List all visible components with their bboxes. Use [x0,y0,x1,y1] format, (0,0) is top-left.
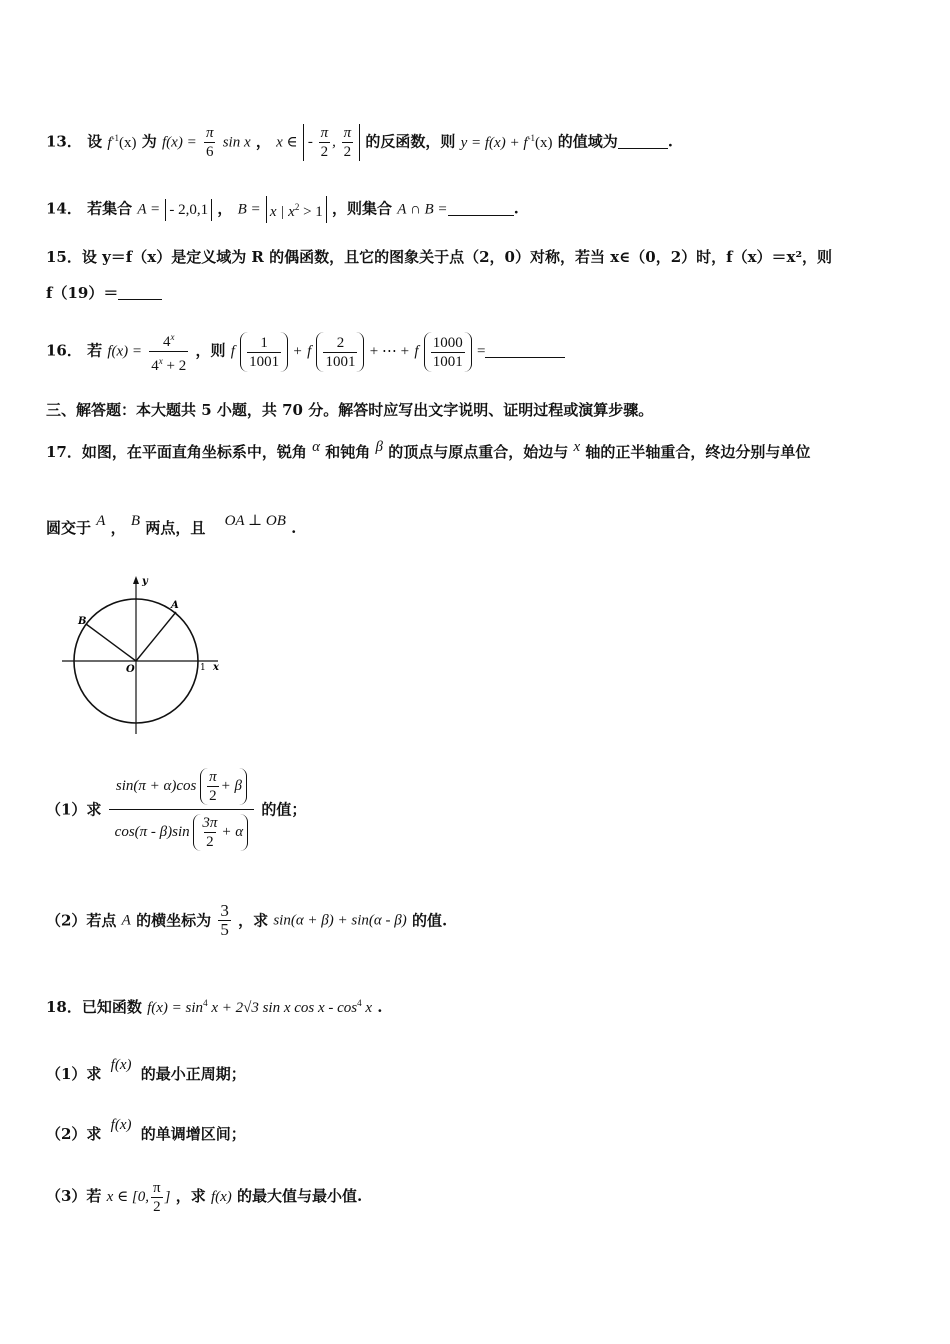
q18-period: . [377,998,383,1016]
q13-fraction: $\frac{\pi}{6}$ [205,125,214,160]
q16-plus: + [293,343,302,360]
q13-number: 13． [46,132,82,151]
q17-part-2 [46,902,910,939]
q17-part2-label: （2）若点 [46,911,117,930]
q14-set-a: - 2,0,1 [165,199,212,221]
answer-blank [485,343,565,358]
label-a: A [171,600,179,611]
q18-part1-label: （1）求 [46,1065,102,1083]
q13-interval: - $\frac{\pi}{2}$ , $\frac{\pi}{2}$ [303,124,360,161]
question-14 [46,196,910,223]
q17-part2-text-2: ，求 [238,911,269,930]
q17-comma: ， [110,519,126,537]
q18-part-1 [46,1054,910,1085]
q16-number: 16． [46,341,82,360]
label-y: y [142,576,148,587]
q18-part3-label: （3）若 [46,1187,102,1205]
q14-set-b: x | $x^2 > 1$ [266,196,327,223]
q16-text-2: ，则 [195,341,226,360]
q13-sinx: sin x [222,134,251,151]
answer-blank [448,201,514,216]
ray-ob [86,624,136,661]
q16-term-2: $\frac{2}{1001}$ [316,332,364,372]
label-b: B [78,616,87,627]
q18-part1-text: 的最小正周期； [140,1065,246,1083]
q17-x: x [573,439,581,455]
q18-part2-label: （2）求 [46,1125,102,1143]
q18-part-3 [46,1176,910,1217]
question-15-line-2 [46,282,910,304]
q13-text-2: 为 [141,132,157,151]
q14-text-1: 若集合 [87,199,133,218]
q17-part2-text: 的横坐标为 [136,911,212,930]
q18-part2-fx: f(x) [110,1117,132,1133]
q15-text: f（19）＝ [46,284,119,302]
q17-text-2: 和钝角 [325,443,371,461]
q16-fx: f(x) = [107,343,143,360]
q17-part2-expr: sin(α + β) + sin(α - β) [273,912,407,929]
q18-part3-text: ，求 [175,1187,206,1205]
q17-beta: β [375,439,383,455]
q17-part1-end: 的值； [261,800,307,819]
q16-ellipsis: + ⋯ + [369,343,410,360]
y-arrow-icon [133,576,139,584]
q16-text-1: 若 [87,341,103,360]
question-17-line-1 [46,436,910,463]
q13-text-1: 设 [87,132,103,151]
q16-f-1: f [230,343,235,360]
q13-text-4: 的值域为 [557,132,618,151]
q17-text-3: 的顶点与原点重合，始边与 [388,443,569,461]
q18-part3-fx: f(x) [210,1189,232,1205]
section-3-heading: 三、解答题：本大题共 5 小题，共 70 分。解答时应写出文字说明、证明过程或演算步骤。 [46,401,654,419]
q17-part1-label: （1）求 [46,800,102,819]
answer-blank [118,285,162,300]
label-o: O [126,664,135,675]
q17-text-4: 轴的正半轴重合，终边分别与单位 [585,443,811,461]
q17-part2-a: A [121,912,131,929]
q17-text-1: 17．如图，在平面直角坐标系中，锐角 [46,443,307,461]
question-18 [46,992,910,1019]
q17-point-b: B [130,513,141,529]
q17-part2-fraction: $\frac{3}{5}$ [220,901,229,939]
unit-circle-figure [58,572,228,737]
q17-part2-end: 的值. [411,911,448,930]
q14-number: 14． [46,199,82,218]
q16-fraction: $\frac{4^x}{4^x + 2}$ [151,332,187,374]
label-x: x [213,662,219,673]
q16-equals: = [477,343,486,360]
q13-comma: ， [255,132,271,151]
q17-text-5: 圆交于 [46,519,92,537]
q17-text-6: 两点，且 [145,519,206,537]
q14-text-2: ，则集合 [332,199,393,218]
q17-point-a: A [96,513,106,529]
q17-part-1 [46,768,910,851]
q14-set-b-label: B = [237,201,261,218]
q13-text-3: 的反函数，则 [365,132,456,151]
q13-period: . [667,132,673,151]
answer-blank [618,134,668,149]
ray-oa [136,612,176,661]
q18-part2-text: 的单调增区间； [140,1125,246,1143]
question-15-line-1: 15．设 y＝f（x）是定义域为 R 的偶函数，且它的图象关于点（2，0）对称，若当 x∈（0，2）时，f（x）＝x²，则 [46,248,833,266]
q18-text: 18．已知函数 [46,998,142,1016]
q18-part3-interval: x ∈ [0, $\frac{\pi}{2}$ ] [106,1180,171,1216]
q16-term-3: $\frac{1000}{1001}$ [424,332,472,372]
q18-function: $f(x) = \sin^4 x + 2√3$ sin x cos x - $\cos^4 x$ [147,998,373,1016]
q13-sum: $y = f(x) + f^{-1}(x)$ [460,132,553,151]
q14-intersection: A ∩ B = [397,201,448,218]
q16-f-2: f [307,343,312,360]
q18-part3-text-2: 的最大值与最小值. [237,1187,363,1205]
q14-comma: ， [217,199,233,218]
q17-perp: OA ⊥ OB [224,513,286,529]
q17-part1-fraction: sin(π + α)cos $\frac{\pi}{2}$ + β cos(π - β)sin $\frac{3\pi}{2}$ + α [109,768,255,851]
q13-f-inverse: $f^{-1}(x)$ [107,132,137,151]
q16-f-3: f [414,343,419,360]
q18-part-2 [46,1114,910,1145]
question-16 [46,328,910,375]
q16-term-1: $\frac{1}{1001}$ [240,332,288,372]
question-13 [46,124,910,161]
q13-domain: x ∈ [276,134,298,151]
q17-alpha: α [312,439,320,455]
q13-fx: f(x) = [162,134,197,151]
q14-set-a-label: A = [137,201,161,218]
q18-part1-fx: f(x) [110,1057,132,1073]
question-17-line-2 [46,510,910,539]
label-one: 1 [200,663,206,673]
q17-period: . [291,519,297,537]
q14-period: . [513,199,519,218]
